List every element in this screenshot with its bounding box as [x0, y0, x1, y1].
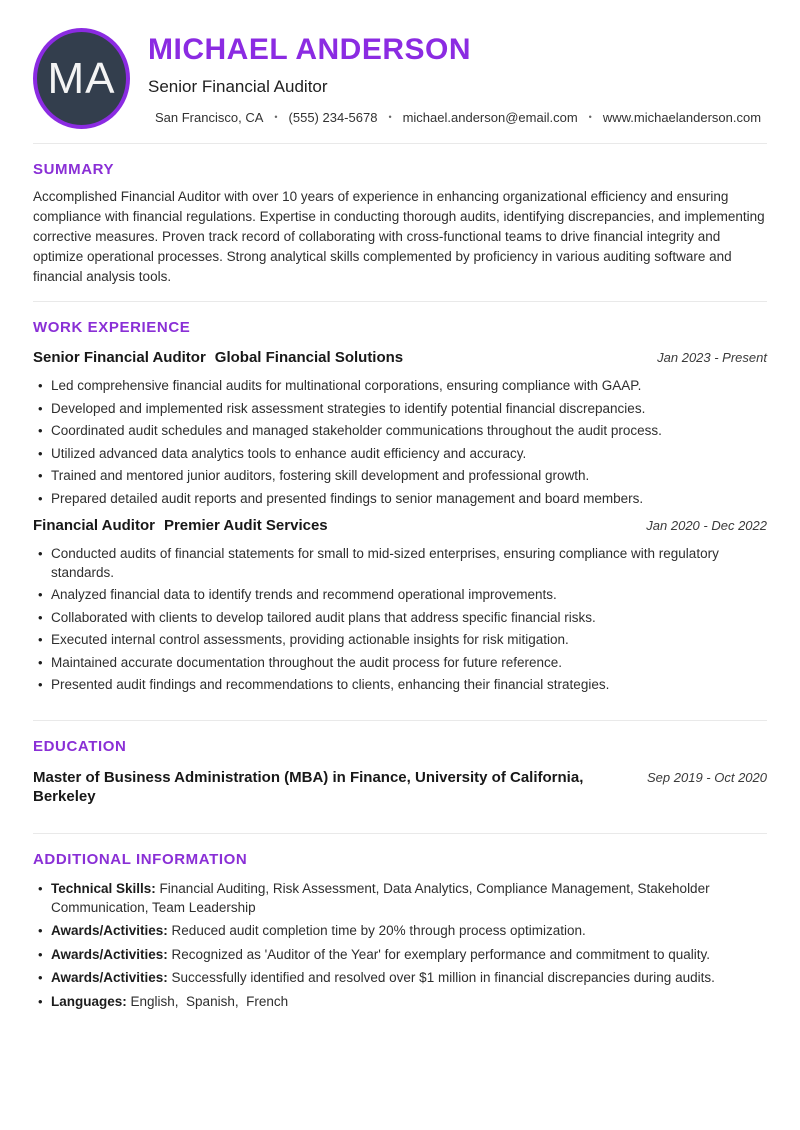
job-entry-header	[33, 349, 767, 366]
job-company: Global Financial Solutions	[214, 349, 404, 366]
education-heading: EDUCATION	[33, 738, 127, 755]
job-bullet-list	[33, 376, 767, 508]
summary-text: Accomplished Financial Auditor with over 10 years of experience in enhancing organizational efficiency and ensuring compliance with financial regulations. Expertise in conducting thorough audits, identifying discrepancies, and implementing corrective measures. Proven track record of collaborating with cross-functional teams to drive financial integrity and optimize operational processes. Strong analytical skills complemented by proficiency in various auditing software and financial analysis tools.	[33, 189, 765, 284]
additional-info-item	[51, 880, 767, 917]
education-degree: Master of Business Administration (MBA) in Finance, University of California, Berkeley	[33, 769, 584, 805]
job-title: Senior Financial Auditor	[33, 349, 206, 366]
job-entry	[33, 517, 767, 695]
job-bullet: • Trained and mentored junior auditors, fostering skill development and professional growth.	[51, 466, 767, 485]
info-label: Awards/Activities:	[51, 946, 168, 962]
job-bullet: • Developed and implemented risk assessment strategies to identify potential financial discrepancies.	[51, 399, 767, 418]
contact-row	[155, 110, 767, 125]
job-bullet: • Led comprehensive financial audits for multinational corporations, ensuring compliance with GAAP.	[51, 376, 767, 395]
info-text: Financial Auditing, Risk Assessment, Data Analytics, Compliance Management, Stakeholder Communication, Team Leadership	[51, 881, 710, 915]
header-text	[148, 33, 767, 125]
info-text: Successfully identified and resolved over $1 million in financial discrepancies during audits.	[167, 970, 715, 985]
job-bullet: • Analyzed financial data to identify trends and recommend operational improvements.	[51, 585, 767, 604]
job-title-line	[33, 517, 328, 534]
avatar-initials: MA	[47, 53, 116, 103]
job-company: Premier Audit Services	[163, 516, 328, 534]
job-entry-header	[33, 517, 767, 534]
additional-information-heading: ADDITIONAL INFORMATION	[33, 851, 248, 868]
additional-info-list	[33, 880, 767, 1011]
contact-email: michael.anderson@email.com	[402, 109, 578, 125]
job-bullet: • Prepared detailed audit reports and presented findings to senior management and board members.	[51, 489, 767, 508]
section-summary	[33, 161, 767, 287]
section-divider	[33, 720, 767, 721]
info-text: Recognized as 'Auditor of the Year' for exemplary performance and commitment to quality.	[167, 946, 710, 962]
bullet-separator-icon: •	[274, 112, 278, 122]
work-experience-heading: WORK EXPERIENCE	[33, 319, 191, 336]
section-divider	[33, 301, 767, 302]
job-bullet: • Utilized advanced data analytics tools to enhance audit efficiency and accuracy.	[51, 444, 767, 463]
job-title-subtitle: Senior Financial Auditor	[148, 76, 328, 96]
section-work-experience	[33, 319, 767, 694]
info-text: Reduced audit completion time by 20% through process optimization.	[167, 923, 586, 938]
contact-location: San Francisco, CA	[155, 109, 264, 125]
job-title-line	[33, 349, 403, 366]
job-bullet: • Maintained accurate documentation throughout the audit process for future reference.	[51, 653, 767, 672]
header	[33, 0, 767, 129]
contact-website: www.michaelanderson.com	[602, 109, 762, 125]
section-divider	[33, 143, 767, 144]
info-label: Awards/Activities:	[51, 923, 168, 938]
section-divider	[33, 833, 767, 834]
job-bullet: • Conducted audits of financial statements for small to mid-sized enterprises, ensuring compliance with regulatory standards.	[51, 544, 767, 582]
education-dates: Sep 2019 - Oct 2020	[647, 770, 767, 785]
job-bullet: • Coordinated audit schedules and managed stakeholder communications throughout the audit process.	[51, 421, 767, 440]
summary-heading: SUMMARY	[33, 161, 115, 178]
info-label: Awards/Activities:	[51, 970, 168, 985]
contact-phone: (555) 234-5678	[288, 109, 378, 125]
section-education	[33, 738, 767, 806]
job-bullet: • Presented audit findings and recommendations to clients, enhancing their financial strategies.	[51, 675, 767, 694]
additional-info-item	[51, 946, 767, 965]
job-bullet: • Executed internal control assessments, providing actionable insights for risk mitigation.	[51, 630, 767, 649]
job-dates: Jan 2023 - Present	[657, 350, 767, 365]
job-bullet: • Collaborated with clients to develop tailored audit plans that address specific financial risks.	[51, 608, 767, 627]
page-title: MICHAEL ANDERSON	[148, 32, 472, 66]
education-entry	[33, 768, 767, 806]
avatar	[33, 28, 130, 129]
additional-info-item	[51, 922, 767, 941]
info-text: English, Spanish, French	[126, 993, 289, 1009]
job-title: Financial Auditor	[33, 516, 155, 534]
job-dates: Jan 2020 - Dec 2022	[646, 517, 767, 533]
info-label: Technical Skills:	[51, 881, 156, 896]
bullet-separator-icon: •	[588, 112, 592, 122]
section-additional-information	[33, 851, 767, 1011]
info-label: Languages:	[51, 993, 127, 1009]
job-bullet-list	[33, 544, 767, 695]
additional-info-item	[51, 993, 767, 1012]
additional-info-item	[51, 969, 767, 988]
job-entry	[33, 349, 767, 508]
bullet-separator-icon: •	[388, 112, 392, 122]
